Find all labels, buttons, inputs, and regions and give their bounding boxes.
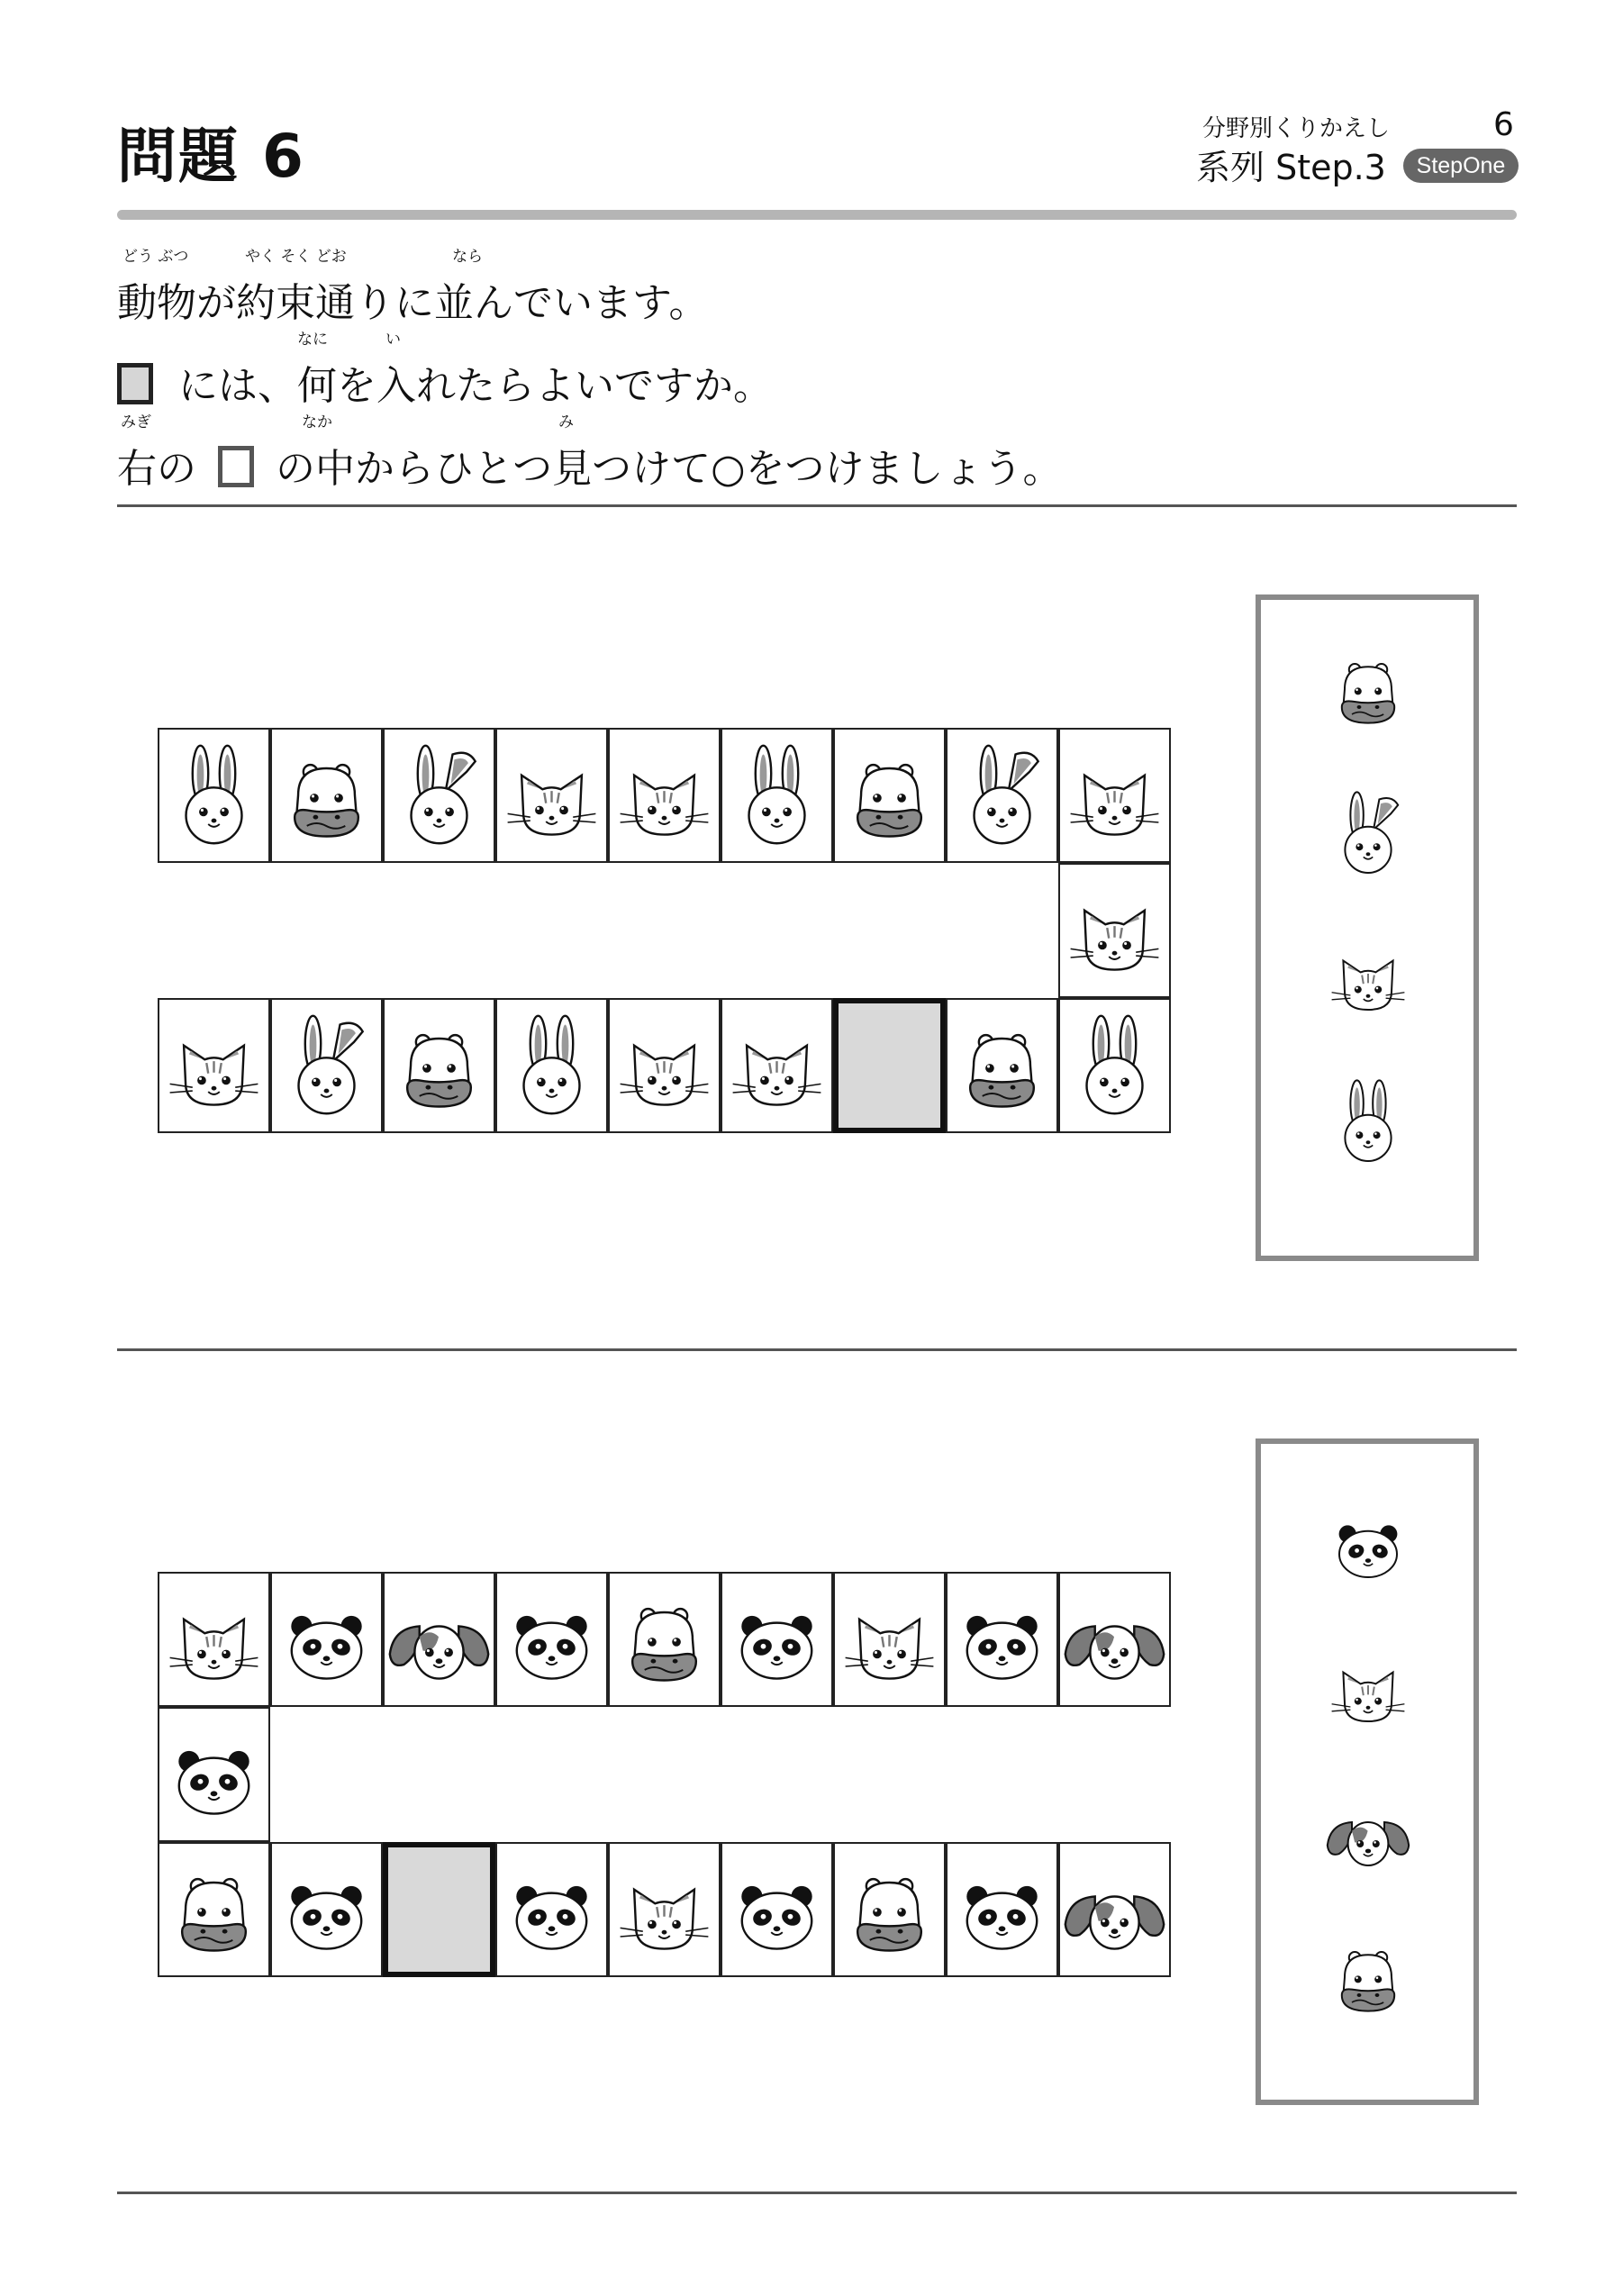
sequence-cell — [946, 998, 1058, 1133]
blank-square-icon — [117, 363, 153, 404]
sequence-cell — [495, 1842, 608, 1977]
sequence-cell — [158, 1707, 270, 1842]
choice-cat[interactable] — [1314, 923, 1422, 1031]
sequence-cell — [721, 728, 833, 863]
category-label: 分野別くりかえし — [1202, 115, 1391, 142]
cat-icon — [1060, 865, 1169, 996]
blank-cell[interactable] — [383, 1842, 495, 1977]
ruby-yakusokudoori: やく そく どお — [245, 248, 347, 266]
choice-hippo[interactable] — [1314, 635, 1422, 743]
ruby-nani: なに — [297, 331, 328, 349]
hippo-icon — [835, 730, 944, 861]
rabbit-icon — [159, 730, 268, 861]
choice-square-icon — [218, 446, 254, 487]
instruction-line-1 — [117, 248, 709, 328]
choice-rabbit-floppy[interactable] — [1314, 779, 1422, 887]
sequence-cell — [495, 728, 608, 863]
cat-icon — [722, 1000, 831, 1131]
panda-icon — [948, 1844, 1056, 1975]
section-subtitle: 系列 Step.3 — [1196, 148, 1386, 187]
sequence-cell — [1058, 728, 1171, 863]
sequence-cell — [1058, 1572, 1171, 1707]
dog-icon — [1060, 1844, 1169, 1975]
cat-icon — [835, 1574, 944, 1705]
choice-cat[interactable] — [1314, 1635, 1422, 1743]
cat-icon — [1060, 730, 1169, 861]
instruction-text-3a: 右の — [117, 446, 196, 492]
sequence-cell — [721, 1842, 833, 1977]
instruction-text-1: 動物が約束通りに並んでいます。 — [117, 280, 709, 326]
blank-cell[interactable] — [833, 998, 946, 1133]
rabbit-floppy-icon — [1314, 779, 1422, 887]
instruction-line-3 — [117, 413, 1063, 494]
sequence-cell — [495, 998, 608, 1133]
ruby-nara: なら — [452, 248, 483, 266]
ruby-doubutsu: どう ぶつ — [122, 248, 189, 266]
rabbit-icon — [1314, 1067, 1422, 1175]
sequence-cell — [270, 728, 383, 863]
page-title: 問題 6 — [117, 122, 305, 191]
sequence-cell — [158, 998, 270, 1133]
ruby-mi: み — [558, 413, 574, 431]
ruby-migi: みぎ — [121, 413, 151, 431]
dog-icon — [385, 1574, 494, 1705]
sequence-cell — [833, 1572, 946, 1707]
sequence-cell — [158, 1572, 270, 1707]
cat-icon — [610, 1000, 719, 1131]
cat-icon — [610, 730, 719, 861]
hippo-icon — [835, 1844, 944, 1975]
choice-rabbit[interactable] — [1314, 1067, 1422, 1175]
ruby-naka: なか — [302, 413, 332, 431]
divider-bottom — [117, 2192, 1517, 2194]
sequence-cell — [946, 1572, 1058, 1707]
sequence-cell — [608, 728, 721, 863]
hippo-icon — [1314, 635, 1422, 743]
rabbit-floppy-icon — [948, 730, 1056, 861]
sequence-cell — [608, 1572, 721, 1707]
choice-hippo[interactable] — [1314, 1923, 1422, 2031]
hippo-icon — [948, 1000, 1056, 1131]
sequence-cell — [946, 728, 1058, 863]
sequence-cell — [383, 728, 495, 863]
cat-icon — [1314, 923, 1422, 1031]
panda-icon — [497, 1574, 606, 1705]
panda-icon — [272, 1574, 381, 1705]
cat-icon — [497, 730, 606, 861]
sequence-cell — [833, 728, 946, 863]
choice-dog[interactable] — [1314, 1779, 1422, 1887]
sequence-cell — [1058, 863, 1171, 998]
sequence-cell — [608, 1842, 721, 1977]
hippo-icon — [610, 1574, 719, 1705]
ruby-i: い — [385, 331, 401, 349]
hippo-icon — [385, 1000, 494, 1131]
rabbit-floppy-icon — [385, 730, 494, 861]
hippo-icon — [272, 730, 381, 861]
sequence-cell — [270, 998, 383, 1133]
sequence-cell — [383, 1572, 495, 1707]
sequence-cell — [270, 1842, 383, 1977]
cat-icon — [159, 1000, 268, 1131]
rabbit-icon — [1060, 1000, 1169, 1131]
cat-icon — [159, 1574, 268, 1705]
instruction-line-2 — [117, 331, 773, 411]
hippo-icon — [1314, 1923, 1422, 2031]
header-bar — [117, 210, 1517, 220]
sequence-cell — [270, 1572, 383, 1707]
cat-icon — [610, 1844, 719, 1975]
panda-icon — [722, 1844, 831, 1975]
hippo-icon — [159, 1844, 268, 1975]
panda-icon — [497, 1844, 606, 1975]
cat-icon — [1314, 1635, 1422, 1743]
instruction-text-2: には、何を入れたらよいですか。 — [178, 363, 773, 409]
sequence-cell — [158, 728, 270, 863]
panda-icon — [948, 1574, 1056, 1705]
stepone-badge: StepOne — [1403, 149, 1519, 183]
sequence-cell — [608, 998, 721, 1133]
choice-panda[interactable] — [1314, 1491, 1422, 1599]
dog-icon — [1060, 1574, 1169, 1705]
rabbit-floppy-icon — [272, 1000, 381, 1131]
panda-icon — [1314, 1491, 1422, 1599]
sequence-cell — [495, 1572, 608, 1707]
panda-icon — [159, 1709, 268, 1840]
sequence-cell — [1058, 1842, 1171, 1977]
sequence-cell — [158, 1842, 270, 1977]
panda-icon — [272, 1844, 381, 1975]
sequence-cell — [946, 1842, 1058, 1977]
rabbit-icon — [722, 730, 831, 861]
sequence-cell — [1058, 998, 1171, 1133]
sequence-cell — [383, 998, 495, 1133]
page-number: 6 — [1493, 106, 1514, 143]
panda-icon — [722, 1574, 831, 1705]
instruction-text-3b: の中からひとつ見つけて○をつけましょう。 — [276, 446, 1063, 492]
sequence-cell — [721, 1572, 833, 1707]
sequence-cell — [833, 1842, 946, 1977]
divider-middle — [117, 1348, 1517, 1351]
rabbit-icon — [497, 1000, 606, 1131]
sequence-cell — [721, 998, 833, 1133]
dog-icon — [1314, 1779, 1422, 1887]
divider-top — [117, 504, 1517, 507]
